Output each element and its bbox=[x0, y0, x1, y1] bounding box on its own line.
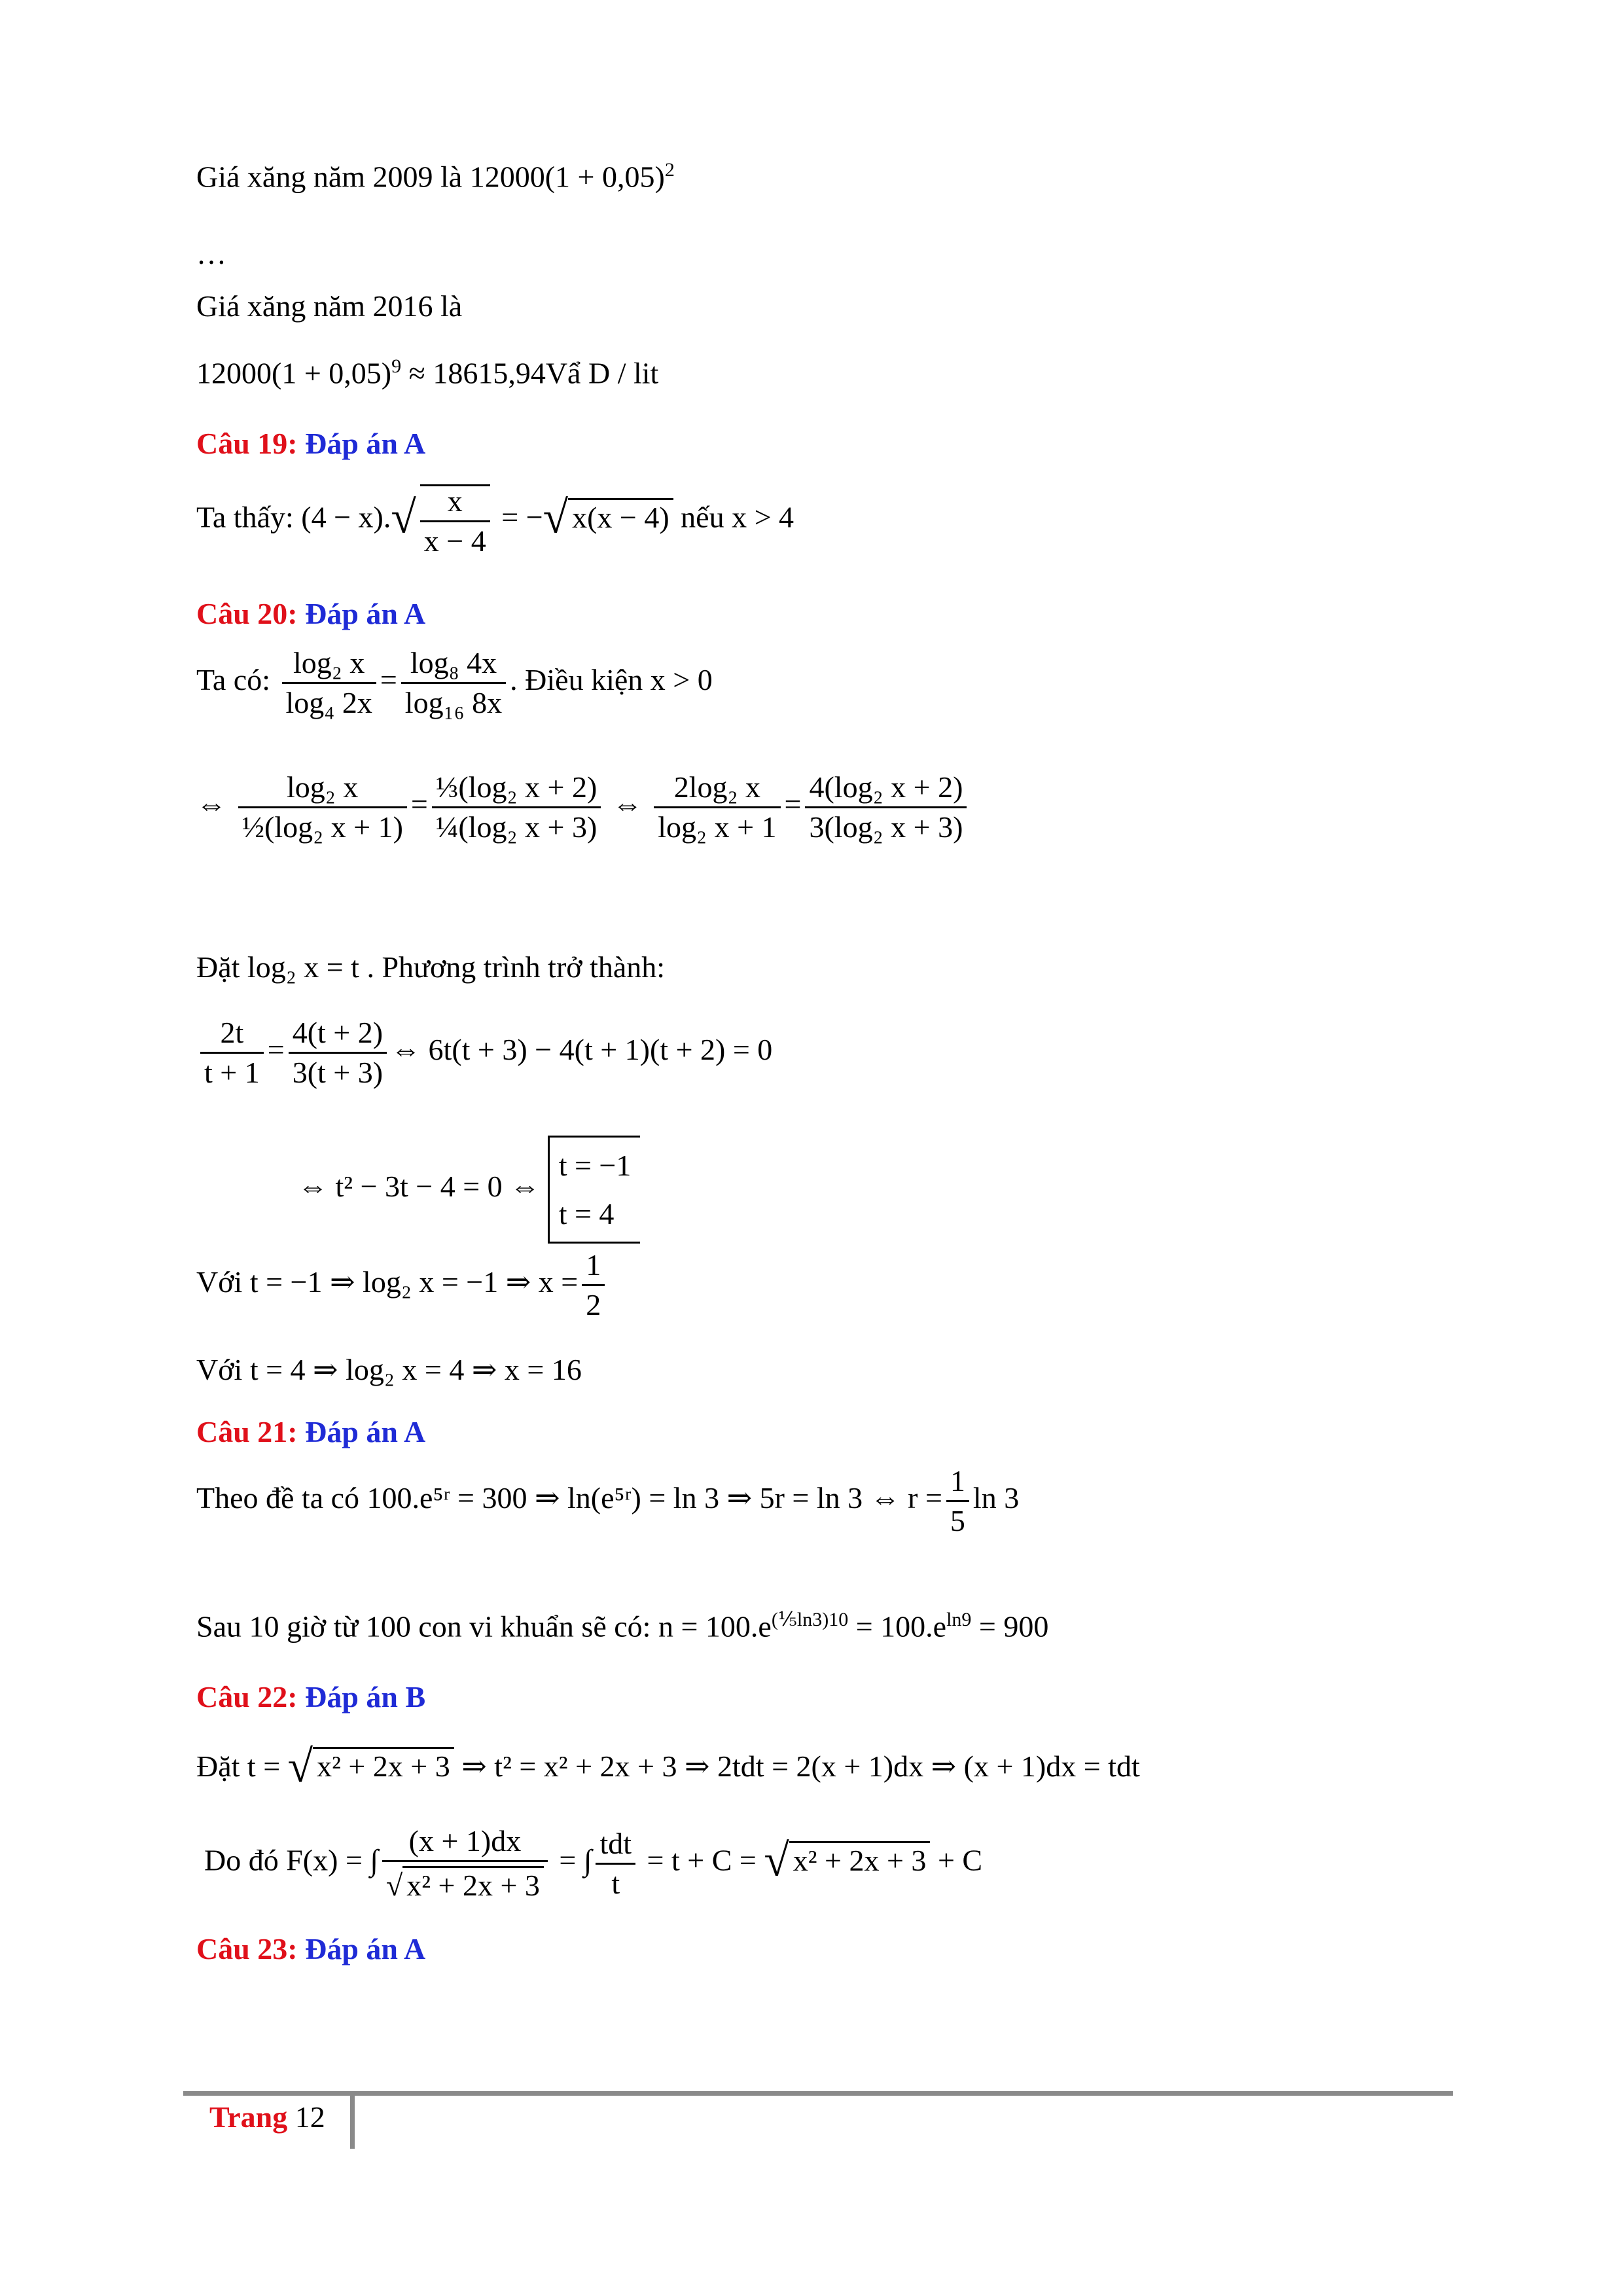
math-expr: ln 3 bbox=[972, 1481, 1020, 1515]
question-23-heading bbox=[196, 1934, 425, 1964]
math-expr: = − bbox=[493, 500, 543, 534]
question-20-line-4: $\frac{2t}{t + 1}$ = $\frac{4(t + 2)}{3(t + 3)}$ ⇔ 6t(t + 3) − 4(t + 1)(t + 2) = 0 bbox=[196, 1018, 772, 1088]
answer-label: Đáp án A bbox=[305, 427, 426, 460]
fraction: $\frac{x}{x - 4}$ bbox=[420, 484, 490, 556]
fraction: $\frac{\text{log₈ 4x}}{\text{log₁₆ 8x}}$ bbox=[401, 648, 506, 718]
fraction: $\frac{\text{4(log₂ x + 2)}}{\text{3(log₂ x + 3)}}$ bbox=[805, 772, 967, 842]
math-expr: ⇔ 6t(t + 3) − 4(t + 1)(t + 2) = 0 bbox=[391, 1033, 773, 1067]
question-20-line-7: Với t = 4 ⇒ log₂ x = 4 ⇒ x = 16 bbox=[196, 1353, 582, 1386]
math-expr: = t + C = bbox=[639, 1843, 764, 1877]
answer-label: Đáp án B bbox=[305, 1680, 426, 1713]
question-19-heading bbox=[196, 429, 425, 459]
radicand: x² + 2x + 3 bbox=[789, 1841, 931, 1876]
fraction: $\frac{\text{log₂ x}}{\text{½(log₂ x + 1)}}$ bbox=[238, 772, 407, 842]
equivalence-sign: ⇔ bbox=[612, 787, 643, 821]
math-expr: 12000(1 + 0,05) bbox=[469, 160, 665, 194]
exponent: 2 bbox=[664, 159, 675, 181]
exponent: (⅕ln3)10 bbox=[771, 1609, 849, 1630]
condition: nếu x > 4 bbox=[673, 500, 794, 534]
question-20-line-6 bbox=[196, 1250, 609, 1320]
math-expr: Do đó F(x) = ∫ bbox=[204, 1843, 378, 1877]
math-expr: Với t = −1 ⇒ log₂ x = −1 ⇒ x = bbox=[196, 1265, 579, 1299]
question-label: Câu 22: bbox=[196, 1680, 298, 1713]
math-expr: Sau 10 giờ từ 100 con vi khuẩn sẽ có: n = 100.e bbox=[196, 1609, 772, 1643]
text: Ta thấy: bbox=[196, 500, 302, 534]
fraction: $\frac{4(t + 2)}{3(t + 3)}$ bbox=[289, 1018, 387, 1088]
question-label: Câu 21: bbox=[196, 1415, 298, 1448]
question-20-line-3: Đặt log₂ x = t . Phương trình trở thành: bbox=[196, 950, 666, 984]
equivalence-sign: ⇔ bbox=[196, 787, 226, 821]
math-expr: Đặt t = bbox=[196, 1749, 288, 1783]
question-22-line-1 bbox=[196, 1744, 1140, 1790]
question-20-line-2: ⇔ $\frac{\text{log₂ x}}{\text{½(log₂ x + 1)}}$ = $\frac{\text{⅓(log₂ x + 2)}}{\text{¼(log₂ x + 3)}}$ ⇔ $\frac{\text{2log₂ x}}{\text{log₂ x + 1}}$ = $\frac{\text{4(log₂ x + 2)}}{\text{3(log₂ x + 3)}}$ bbox=[196, 772, 971, 842]
footer-rule bbox=[183, 2091, 1453, 2096]
question-20-line-1: Ta có: $\frac{\text{log₂ x}}{\text{log₄ 2x}}$ = $\frac{\text{log₈ 4x}}{\text{log₁₆ 8x}}$ . Điều kiện x > 0 bbox=[196, 646, 713, 719]
question-20-line-5 bbox=[298, 1136, 640, 1244]
gas-price-2009 bbox=[196, 160, 675, 192]
fraction: $\frac{1}{2}$ bbox=[582, 1250, 605, 1320]
sqrt-denominator: √ x² + 2x + 3 bbox=[382, 1862, 548, 1901]
fraction: $\frac{(x + 1)dx}{\text{√ x² + 2x + 3}}$ bbox=[382, 1826, 548, 1901]
gas-price-2016-label: Giá xăng năm 2016 là bbox=[196, 289, 463, 323]
math-expr: (4 − x). bbox=[301, 500, 391, 534]
answer-label: Đáp án A bbox=[305, 1415, 426, 1448]
question-22-heading bbox=[196, 1682, 425, 1712]
question-21-line-2 bbox=[196, 1610, 1048, 1641]
math-expr: 12000(1 + 0,05) bbox=[196, 356, 392, 390]
math-expr: + C bbox=[930, 1843, 983, 1877]
answer-label: Đáp án A bbox=[305, 1932, 426, 1965]
math-expr: ⇒ t² = x² + 2x + 3 ⇒ 2tdt = 2(x + 1)dx ⇒ (x + 1)dx = tdt bbox=[454, 1749, 1140, 1783]
math-expr: ⇔ t² − 3t − 4 = 0 ⇔ bbox=[298, 1170, 541, 1204]
footer-divider bbox=[350, 2093, 355, 2149]
question-21-heading bbox=[196, 1417, 425, 1447]
page-footer bbox=[209, 2100, 325, 2134]
sqrt-sign: √ bbox=[543, 492, 569, 543]
sqrt-sign: √ bbox=[287, 1742, 313, 1792]
exponent: 9 bbox=[391, 355, 402, 377]
math-expr: = 900 bbox=[971, 1609, 1049, 1643]
page-label: Trang bbox=[209, 2100, 288, 2134]
text: Giá xăng năm 2009 là bbox=[196, 160, 470, 194]
question-label: Câu 20: bbox=[196, 597, 298, 630]
radicand: x(x − 4) bbox=[568, 498, 673, 533]
sqrt-sign: √ bbox=[391, 492, 416, 543]
answer-label: Đáp án A bbox=[305, 597, 426, 630]
fraction: $\frac{2t}{t + 1}$ bbox=[200, 1018, 264, 1088]
math-result: ≈ 18615,94Vẩ D / lit bbox=[401, 356, 659, 390]
question-19-solution bbox=[196, 484, 794, 556]
math-expr: Theo đề ta có 100.e⁵ʳ = 300 ⇒ ln(e⁵ʳ) = ln 3 ⇒ 5r = ln 3 ⇔ r = bbox=[196, 1481, 942, 1515]
solution-bracket: t = −1 t = 4 bbox=[548, 1136, 641, 1244]
text: Ta có: bbox=[196, 663, 278, 697]
question-label: Câu 19: bbox=[196, 427, 298, 460]
radicand: x² + 2x + 3 bbox=[313, 1747, 454, 1782]
ellipsis: … bbox=[196, 237, 226, 270]
exponent: ln9 bbox=[946, 1609, 972, 1630]
fraction: $\frac{\text{tdt}}{t}$ bbox=[596, 1829, 635, 1899]
fraction: $\frac{\text{2log₂ x}}{\text{log₂ x + 1}}$ bbox=[654, 772, 780, 842]
condition: . Điều kiện x > 0 bbox=[510, 663, 713, 697]
sqrt-sign: √ bbox=[764, 1835, 789, 1886]
page-number: 12 bbox=[294, 2100, 325, 2134]
math-expr: = ∫ bbox=[551, 1843, 592, 1877]
fraction: $\frac{\text{log₂ x}}{\text{log₄ 2x}}$ bbox=[282, 648, 376, 718]
fraction: $\frac{\text{⅓(log₂ x + 2)}}{\text{¼(log₂ x + 3)}}$ bbox=[432, 772, 601, 842]
question-label: Câu 23: bbox=[196, 1932, 298, 1965]
math-expr: = 100.e bbox=[848, 1609, 947, 1643]
question-20-heading bbox=[196, 599, 425, 629]
gas-price-2016-value bbox=[196, 357, 658, 388]
fraction: $\frac{1}{5}$ bbox=[946, 1466, 969, 1536]
question-22-line-2 bbox=[204, 1826, 982, 1901]
question-21-line-1 bbox=[196, 1466, 1019, 1536]
